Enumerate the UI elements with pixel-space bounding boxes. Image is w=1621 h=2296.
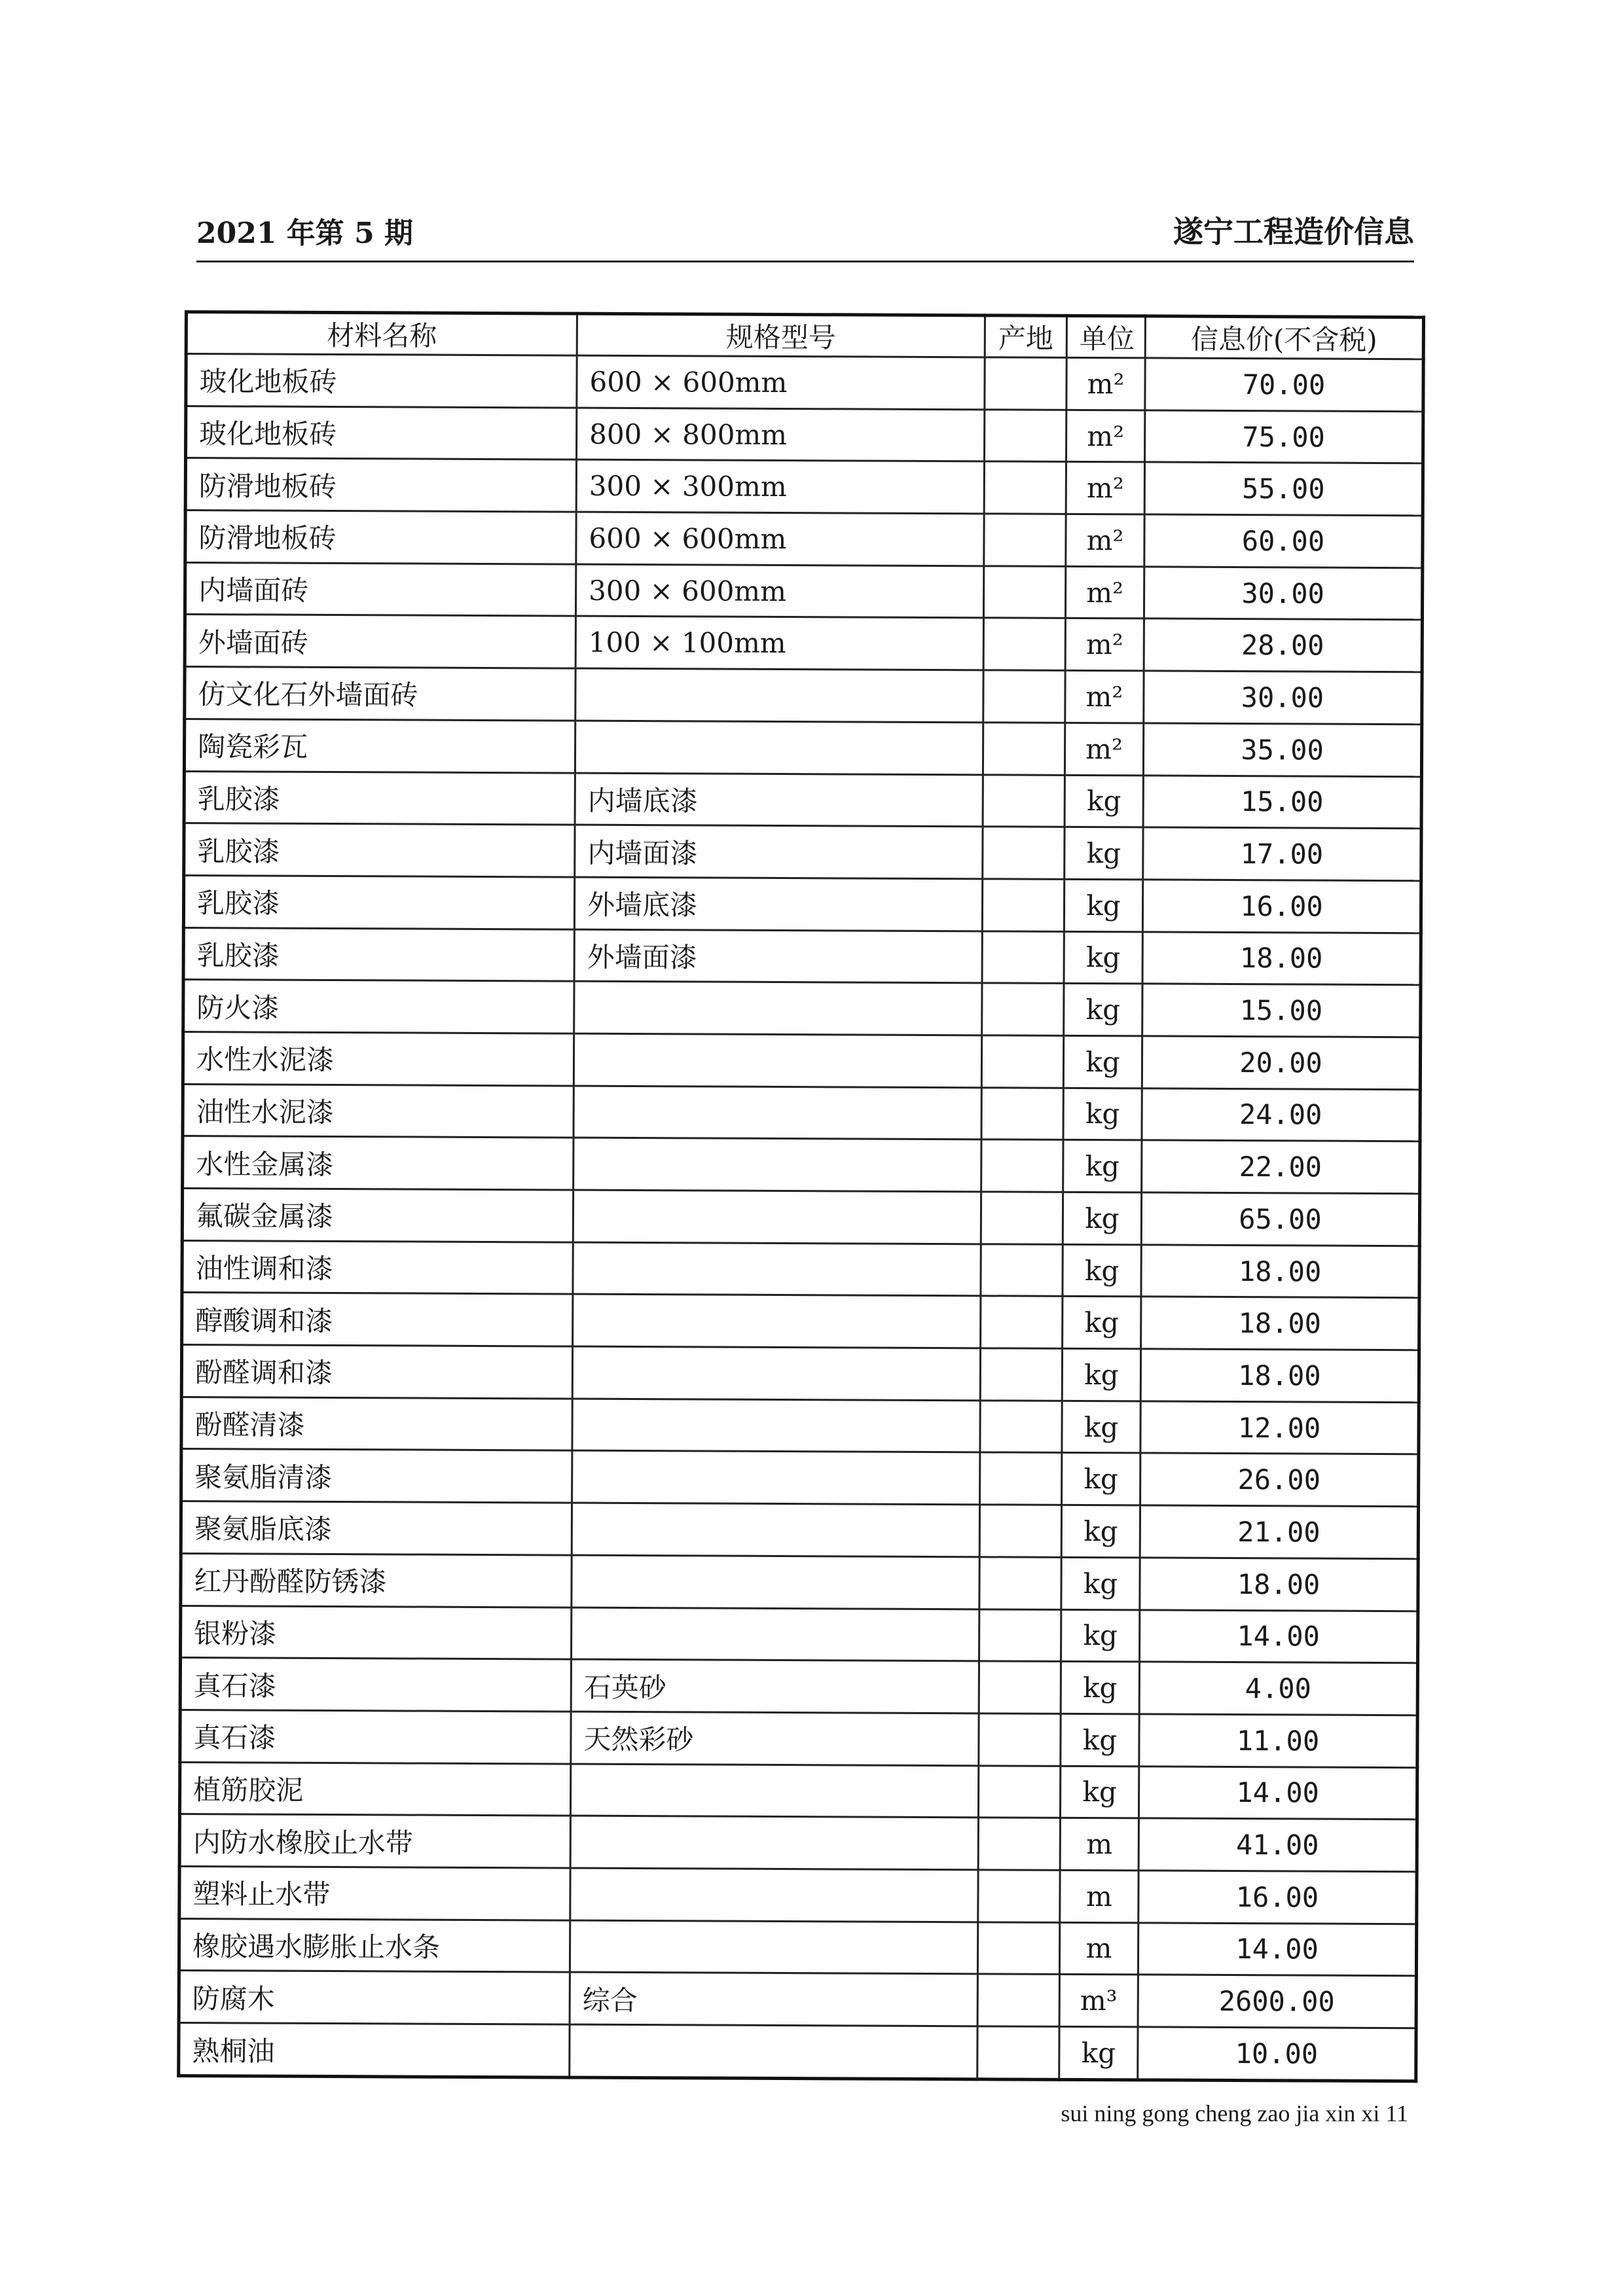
table-row	[185, 667, 1422, 725]
table-row	[179, 2022, 1416, 2081]
spec-cell	[572, 1555, 979, 1609]
spec-cell: 外墙面漆	[574, 929, 982, 983]
unit-cell: kg	[1064, 879, 1142, 931]
table-row	[181, 1449, 1419, 1507]
material-name-cell: 内墙面砖	[185, 562, 575, 616]
price-cell: 30.00	[1144, 567, 1422, 620]
material-name-cell: 玻化地板砖	[186, 406, 577, 459]
material-name-cell: 外墙面砖	[185, 615, 575, 668]
unit-cell: m	[1059, 1922, 1138, 1975]
spec-cell	[575, 668, 983, 722]
table-row	[186, 406, 1423, 463]
unit-cell: m²	[1065, 723, 1143, 775]
spec-cell: 600 × 600mm	[577, 355, 985, 409]
spec-cell: 300 × 300mm	[576, 459, 984, 513]
origin-cell	[981, 1139, 1063, 1192]
material-name-cell: 红丹酚醛防锈漆	[181, 1553, 572, 1607]
unit-cell: kg	[1059, 2026, 1138, 2080]
table-row	[184, 771, 1421, 829]
origin-cell	[980, 1401, 1062, 1453]
origin-cell	[978, 1818, 1060, 1870]
spec-cell	[575, 721, 983, 774]
price-cell: 28.00	[1144, 619, 1422, 672]
unit-cell: kg	[1063, 1035, 1142, 1088]
price-cell: 16.00	[1138, 1871, 1417, 1924]
origin-cell	[984, 461, 1066, 514]
table-row	[185, 458, 1423, 516]
origin-cell	[984, 514, 1066, 566]
origin-cell	[979, 1505, 1061, 1557]
origin-cell	[983, 618, 1065, 670]
price-cell: 15.00	[1143, 775, 1421, 829]
spec-cell: 800 × 800mm	[577, 408, 985, 461]
origin-cell	[985, 410, 1066, 462]
table-row	[183, 1136, 1420, 1194]
price-table-wrapper	[177, 310, 1422, 2083]
spec-cell	[574, 981, 982, 1035]
price-cell: 35.00	[1143, 723, 1421, 777]
table-row	[181, 1605, 1418, 1663]
price-cell: 75.00	[1145, 410, 1423, 464]
material-name-cell: 防腐木	[179, 1971, 570, 2024]
material-name-cell: 聚氨脂清漆	[181, 1449, 572, 1503]
price-cell: 14.00	[1138, 1766, 1417, 1820]
page-footer: sui ning gong cheng zao jia xin xi 11	[1061, 2100, 1408, 2126]
material-name-cell: 水性水泥漆	[183, 1031, 574, 1085]
origin-cell	[978, 1765, 1060, 1818]
origin-cell	[979, 1713, 1061, 1766]
table-row	[184, 719, 1421, 776]
unit-cell: kg	[1061, 1557, 1140, 1609]
material-name-cell: 乳胶漆	[184, 823, 575, 877]
column-header-spec: 规格型号	[577, 314, 985, 357]
unit-cell: kg	[1063, 1192, 1141, 1244]
spec-cell	[570, 1816, 978, 1869]
table-body	[179, 354, 1423, 2081]
origin-cell	[982, 983, 1064, 1035]
unit-cell: kg	[1063, 1088, 1142, 1140]
price-cell: 21.00	[1140, 1505, 1418, 1559]
material-name-cell: 酚醛清漆	[181, 1397, 572, 1450]
spec-cell	[570, 1868, 978, 1922]
unit-cell: m²	[1066, 514, 1144, 566]
price-cell: 15.00	[1142, 984, 1421, 1037]
origin-cell	[981, 1035, 1063, 1088]
price-cell: 26.00	[1140, 1453, 1419, 1507]
origin-cell	[981, 1192, 1063, 1244]
price-table	[177, 310, 1425, 2083]
spec-cell: 内墙底漆	[575, 773, 983, 827]
table-row	[181, 1397, 1419, 1454]
column-header-price: 信息价(不含税)	[1145, 316, 1423, 359]
table-row	[183, 980, 1421, 1037]
unit-cell: m³	[1059, 1975, 1138, 2027]
table-row	[181, 1345, 1419, 1403]
material-name-cell: 防滑地板砖	[185, 458, 576, 512]
unit-cell: m	[1060, 1818, 1138, 1871]
spec-cell	[570, 1920, 977, 1974]
table-row	[180, 1658, 1417, 1715]
publication-title: 遂宁工程造价信息	[1173, 214, 1414, 249]
table-row	[183, 927, 1421, 985]
spec-cell: 石英砂	[571, 1659, 979, 1713]
material-name-cell: 仿文化石外墙面砖	[185, 667, 575, 721]
price-cell: 22.00	[1142, 1140, 1420, 1194]
spec-cell	[572, 1607, 979, 1661]
origin-cell	[978, 1870, 1060, 1922]
price-cell: 18.00	[1142, 931, 1421, 985]
price-cell: 18.00	[1140, 1558, 1418, 1611]
unit-cell: m	[1060, 1870, 1138, 1922]
table-row	[182, 1240, 1419, 1298]
material-name-cell: 银粉漆	[181, 1605, 572, 1659]
spec-cell	[570, 1764, 978, 1818]
material-name-cell: 油性水泥漆	[183, 1084, 574, 1138]
material-name-cell: 防火漆	[183, 980, 574, 1033]
origin-cell	[983, 723, 1065, 775]
page-header	[196, 208, 1414, 262]
material-name-cell: 真石漆	[180, 1658, 571, 1712]
unit-cell: kg	[1062, 1401, 1140, 1453]
unit-cell: m²	[1065, 670, 1144, 723]
material-name-cell: 防滑地板砖	[185, 511, 576, 564]
unit-cell: kg	[1063, 1244, 1141, 1297]
spec-cell	[574, 1138, 981, 1191]
origin-cell	[982, 879, 1064, 931]
price-cell: 70.00	[1145, 358, 1423, 412]
spec-cell: 综合	[570, 1972, 977, 2026]
material-name-cell: 乳胶漆	[184, 771, 575, 825]
unit-cell: kg	[1063, 1140, 1142, 1193]
spec-cell: 100 × 100mm	[575, 617, 983, 670]
origin-cell	[979, 1557, 1061, 1609]
price-cell: 17.00	[1143, 827, 1421, 881]
table-row	[179, 1918, 1416, 1976]
price-cell: 65.00	[1141, 1193, 1419, 1246]
spec-cell: 内墙面漆	[575, 825, 983, 878]
origin-cell	[979, 1661, 1061, 1713]
unit-cell: kg	[1061, 1505, 1140, 1557]
price-cell: 60.00	[1144, 514, 1423, 568]
origin-cell	[983, 827, 1065, 879]
material-name-cell: 聚氨脂底漆	[181, 1501, 572, 1555]
material-name-cell: 乳胶漆	[183, 927, 574, 981]
unit-cell: m²	[1065, 619, 1144, 671]
price-cell: 12.00	[1140, 1401, 1419, 1455]
unit-cell: kg	[1062, 1348, 1140, 1401]
table-row	[184, 823, 1421, 881]
table-row	[183, 875, 1421, 933]
unit-cell: m²	[1066, 410, 1145, 462]
table-header-row	[186, 312, 1423, 359]
spec-cell	[574, 1033, 981, 1087]
material-name-cell: 橡胶遇水膨胀止水条	[179, 1918, 570, 1972]
origin-cell	[981, 1087, 1063, 1139]
spec-cell	[574, 1086, 981, 1139]
unit-cell: kg	[1060, 1766, 1138, 1818]
table-row	[179, 1866, 1417, 1924]
table-row	[185, 562, 1422, 620]
column-header-unit: 单位	[1066, 315, 1145, 358]
price-cell: 14.00	[1138, 1923, 1416, 1977]
price-cell: 16.00	[1142, 880, 1421, 933]
price-cell: 20.00	[1142, 1036, 1420, 1090]
material-name-cell: 氟碳金属漆	[182, 1188, 573, 1242]
unit-cell: m²	[1065, 566, 1144, 619]
origin-cell	[982, 931, 1064, 983]
price-cell: 2600.00	[1138, 1975, 1416, 2028]
spec-cell	[570, 2024, 977, 2079]
table-row	[186, 354, 1423, 412]
material-name-cell: 植筋胶泥	[179, 1762, 570, 1816]
price-cell: 4.00	[1139, 1662, 1417, 1715]
origin-cell	[983, 774, 1065, 827]
material-name-cell: 水性金属漆	[183, 1136, 574, 1190]
origin-cell	[977, 2026, 1059, 2080]
unit-cell: kg	[1065, 827, 1143, 880]
price-cell: 55.00	[1144, 462, 1423, 516]
table-row	[183, 1084, 1420, 1141]
material-name-cell: 油性调和漆	[182, 1240, 573, 1294]
unit-cell: kg	[1065, 775, 1143, 827]
origin-cell	[977, 1922, 1059, 1974]
table-row	[185, 615, 1422, 672]
material-name-cell: 酚醛调和漆	[181, 1345, 572, 1399]
spec-cell: 天然彩砂	[571, 1712, 979, 1765]
price-cell: 18.00	[1140, 1349, 1419, 1403]
material-name-cell: 熟桐油	[179, 2022, 570, 2077]
issue-label: 2021 年第 5 期	[196, 217, 414, 250]
price-cell: 24.00	[1142, 1088, 1420, 1142]
price-cell: 10.00	[1138, 2027, 1416, 2081]
material-name-cell: 塑料止水带	[179, 1866, 570, 1920]
origin-cell	[977, 1974, 1059, 2026]
price-cell: 14.00	[1140, 1609, 1418, 1663]
price-cell: 18.00	[1141, 1297, 1419, 1350]
origin-cell	[983, 670, 1065, 723]
spec-cell	[572, 1451, 980, 1505]
origin-cell	[979, 1609, 1061, 1661]
origin-cell	[980, 1452, 1062, 1505]
table-row	[179, 1971, 1416, 2028]
unit-cell: kg	[1064, 931, 1142, 984]
spec-cell: 600 × 600mm	[576, 512, 984, 565]
origin-cell	[981, 1244, 1063, 1297]
column-header-name: 材料名称	[186, 312, 577, 356]
table-row	[185, 511, 1423, 568]
price-cell: 30.00	[1144, 671, 1422, 725]
material-name-cell: 乳胶漆	[183, 875, 574, 929]
origin-cell	[980, 1348, 1062, 1401]
material-name-cell: 醇酸调和漆	[182, 1293, 573, 1346]
table-row	[180, 1710, 1417, 1767]
spec-cell	[572, 1503, 979, 1556]
table-row	[179, 1762, 1417, 1820]
unit-cell: kg	[1064, 984, 1142, 1036]
unit-cell: kg	[1061, 1713, 1139, 1766]
unit-cell: kg	[1061, 1609, 1140, 1662]
spec-cell	[572, 1346, 980, 1400]
origin-cell	[983, 566, 1065, 619]
spec-cell	[572, 1399, 980, 1452]
table-row	[182, 1188, 1419, 1246]
spec-cell	[573, 1190, 981, 1244]
unit-cell: kg	[1063, 1297, 1141, 1349]
material-name-cell: 玻化地板砖	[186, 354, 577, 408]
spec-cell	[573, 1294, 981, 1348]
price-cell: 11.00	[1139, 1714, 1417, 1768]
spec-cell: 外墙底漆	[574, 877, 982, 931]
unit-cell: m²	[1066, 357, 1145, 410]
price-cell: 18.00	[1141, 1245, 1419, 1299]
spec-cell: 300 × 600mm	[575, 564, 983, 618]
material-name-cell: 真石漆	[180, 1710, 571, 1763]
table-row	[179, 1814, 1417, 1872]
unit-cell: kg	[1062, 1453, 1140, 1505]
table-row	[182, 1293, 1419, 1350]
unit-cell: m²	[1066, 462, 1144, 514]
table-row	[181, 1553, 1418, 1611]
unit-cell: kg	[1061, 1662, 1139, 1714]
price-cell: 41.00	[1138, 1818, 1417, 1872]
origin-cell	[981, 1296, 1063, 1348]
table-row	[181, 1501, 1418, 1559]
material-name-cell: 陶瓷彩瓦	[184, 719, 575, 772]
material-name-cell: 内防水橡胶止水带	[179, 1814, 570, 1868]
spec-cell	[573, 1242, 981, 1296]
table-row	[183, 1031, 1420, 1089]
origin-cell	[985, 357, 1066, 410]
column-header-origin: 产地	[985, 315, 1066, 358]
